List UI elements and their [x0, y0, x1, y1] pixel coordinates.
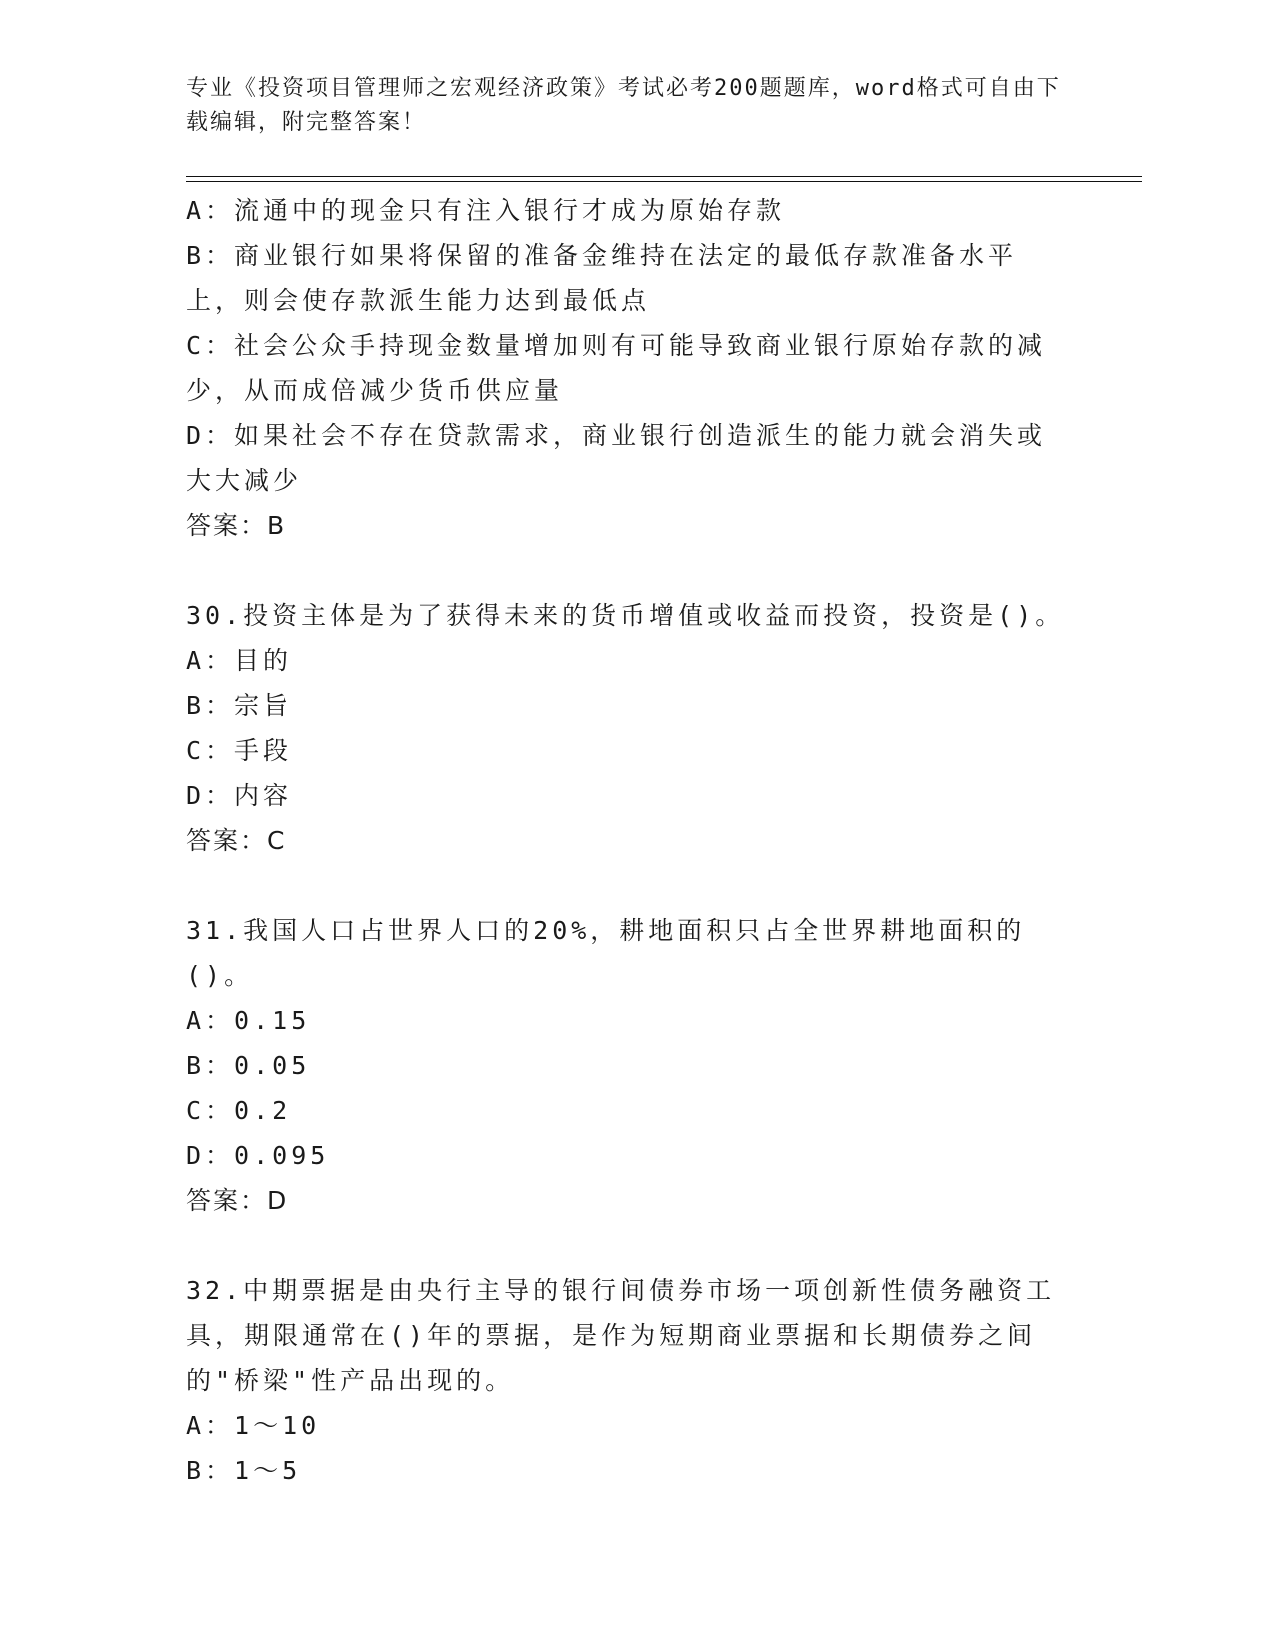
spacer — [186, 863, 1066, 908]
header-text: 专业《投资项目管理师之宏观经济政策》考试必考200题题库，word格式可自由下载编辑，附完整答案！ — [186, 76, 1061, 135]
document-header — [186, 72, 1066, 140]
question-stem: 31.我国人口占世界人口的20%，耕地面积只占全世界耕地面积的()。 — [186, 916, 1026, 990]
option-a: A：0.15 — [186, 1006, 311, 1035]
question-32 — [186, 1268, 1066, 1493]
option-a: A：目的 — [186, 646, 293, 675]
option-d: D：如果社会不存在贷款需求，商业银行创造派生的能力就会消失或大大减少 — [186, 421, 1047, 495]
option-d: D：0.095 — [186, 1141, 330, 1170]
option-a: A：流通中的现金只有注入银行才成为原始存款 — [186, 196, 786, 225]
document-body — [186, 188, 1066, 1493]
option-b: B：宗旨 — [186, 691, 293, 720]
answer-line: 答案：D — [186, 1186, 289, 1215]
option-b: B：0.05 — [186, 1051, 311, 1080]
header-divider-bottom — [186, 181, 1142, 182]
question-stem: 32.中期票据是由央行主导的银行间债券市场一项创新性债务融资工具，期限通常在()年的票据，是作为短期商业票据和长期债券之间的"桥梁"性产品出现的。 — [186, 1276, 1056, 1395]
spacer — [186, 1223, 1066, 1268]
question-31 — [186, 908, 1066, 1223]
answer-line: 答案：C — [186, 826, 287, 855]
option-c: C：0.2 — [186, 1096, 292, 1125]
question-stem: 30.投资主体是为了获得未来的货币增值或收益而投资，投资是()。 — [186, 601, 1065, 630]
option-a: A：1～10 — [186, 1411, 321, 1440]
question-29-continued — [186, 188, 1066, 548]
spacer — [186, 548, 1066, 593]
option-b: B：商业银行如果将保留的准备金维持在法定的最低存款准备水平上，则会使存款派生能力达到最低点 — [186, 241, 1018, 315]
option-d: D：内容 — [186, 781, 293, 810]
question-30 — [186, 593, 1066, 863]
answer-line: 答案：B — [186, 511, 287, 540]
header-divider-top — [186, 176, 1142, 177]
option-c: C：手段 — [186, 736, 293, 765]
option-c: C：社会公众手持现金数量增加则有可能导致商业银行原始存款的减少，从而成倍减少货币供应量 — [186, 331, 1047, 405]
option-b: B：1～5 — [186, 1456, 302, 1485]
